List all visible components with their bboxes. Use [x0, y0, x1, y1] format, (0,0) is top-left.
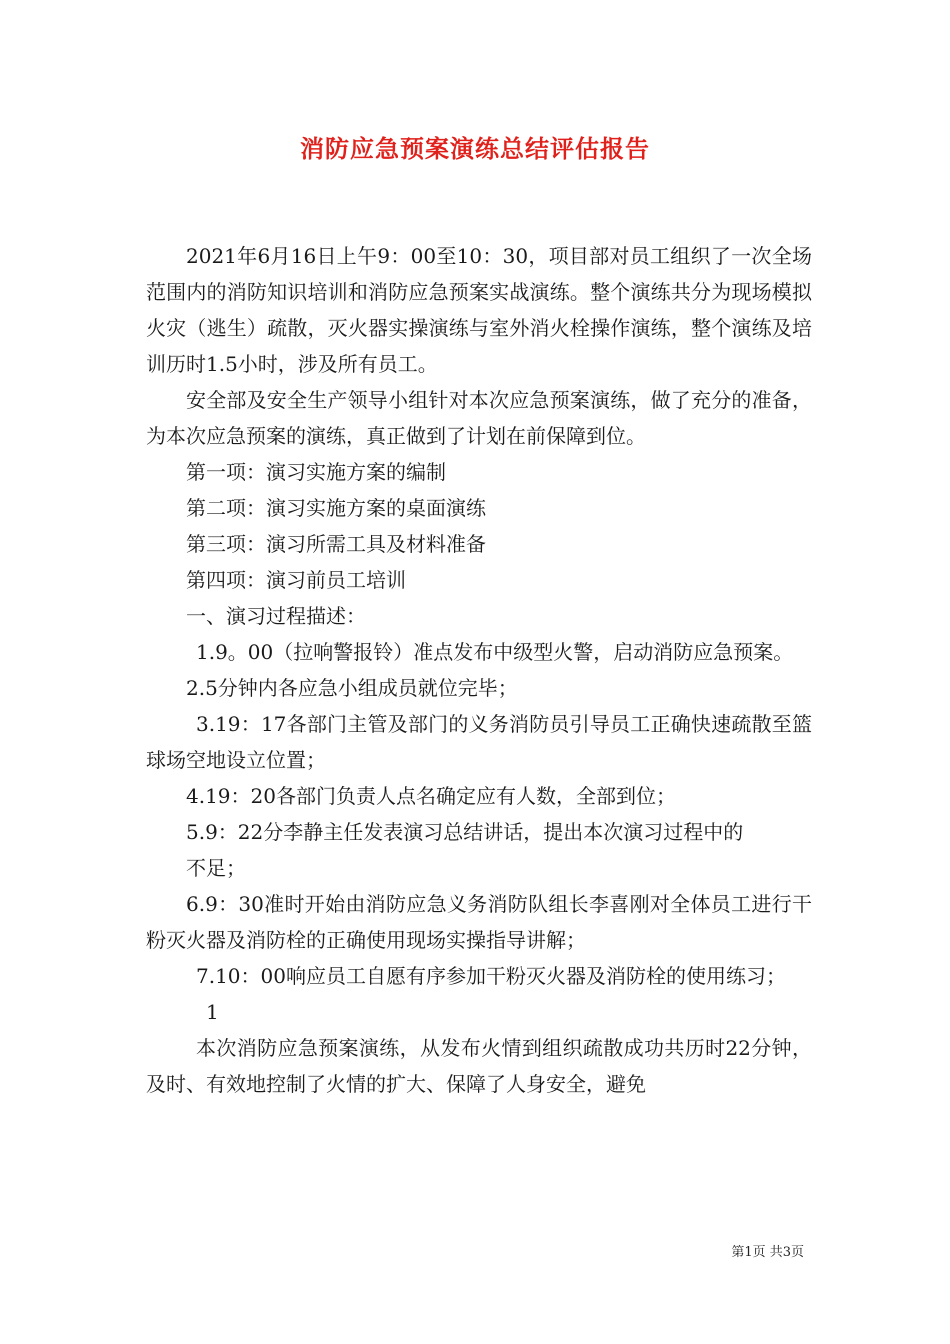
list-item: 4.19：20各部门负责人点名确定应有人数，全部到位；	[186, 784, 676, 808]
section-heading: 一、演习过程描述：	[186, 604, 366, 628]
document-body	[146, 238, 812, 1102]
page-footer: 第1页 共3页	[731, 1245, 804, 1260]
list-item: 3.19：17各部门主管及部门的义务消防员引导员工正确快速疏散至篮球场空地设立位置；	[146, 712, 812, 772]
list-item: 5.9：22分李静主任发表演习总结讲话，提出本次演习过程中的	[186, 820, 744, 844]
list-item: 1.9。00（拉响警报铃）准点发布中级型火警，启动消防应急预案。	[196, 640, 794, 664]
list-item: 第四项：演习前员工培训	[186, 568, 406, 592]
list-item: 7.10：00响应员工自愿有序参加干粉灭火器及消防栓的使用练习；	[196, 964, 786, 988]
list-item: 6.9：30准时开始由消防应急义务消防队组长李喜刚对全体员工进行干粉灭火器及消防栓的正确使用现场实操指导讲解；	[146, 892, 812, 952]
list-item: 第一项：演习实施方案的编制	[186, 460, 446, 484]
list-item: 第二项：演习实施方案的桌面演练	[186, 496, 486, 520]
paragraph-summary: 本次消防应急预案演练，从发布火情到组织疏散成功共历时22分钟，及时、有效地控制了火情的扩大、保障了人身安全，避免	[146, 1036, 812, 1096]
inline-page-number: 1	[206, 1000, 219, 1024]
list-item: 2.5分钟内各应急小组成员就位完毕；	[186, 676, 518, 700]
list-item: 第三项：演习所需工具及材料准备	[186, 532, 486, 556]
document-title: 消防应急预案演练总结评估报告	[300, 134, 650, 163]
paragraph-preparation: 安全部及安全生产领导小组针对本次应急预案演练，做了充分的准备，为本次应急预案的演练，真正做到了计划在前保障到位。	[146, 388, 812, 448]
list-item: 不足；	[186, 856, 246, 880]
paragraph-intro: 2021年6月16日上午9：00至10：30，项目部对员工组织了一次全场范围内的消防知识培训和消防应急预案实战演练。整个演练共分为现场模拟火灾（逃生）疏散，灭火器实操演练与室外消火栓操作演练，整个演练及培训历时1.5小时，涉及所有员工。	[146, 244, 812, 376]
